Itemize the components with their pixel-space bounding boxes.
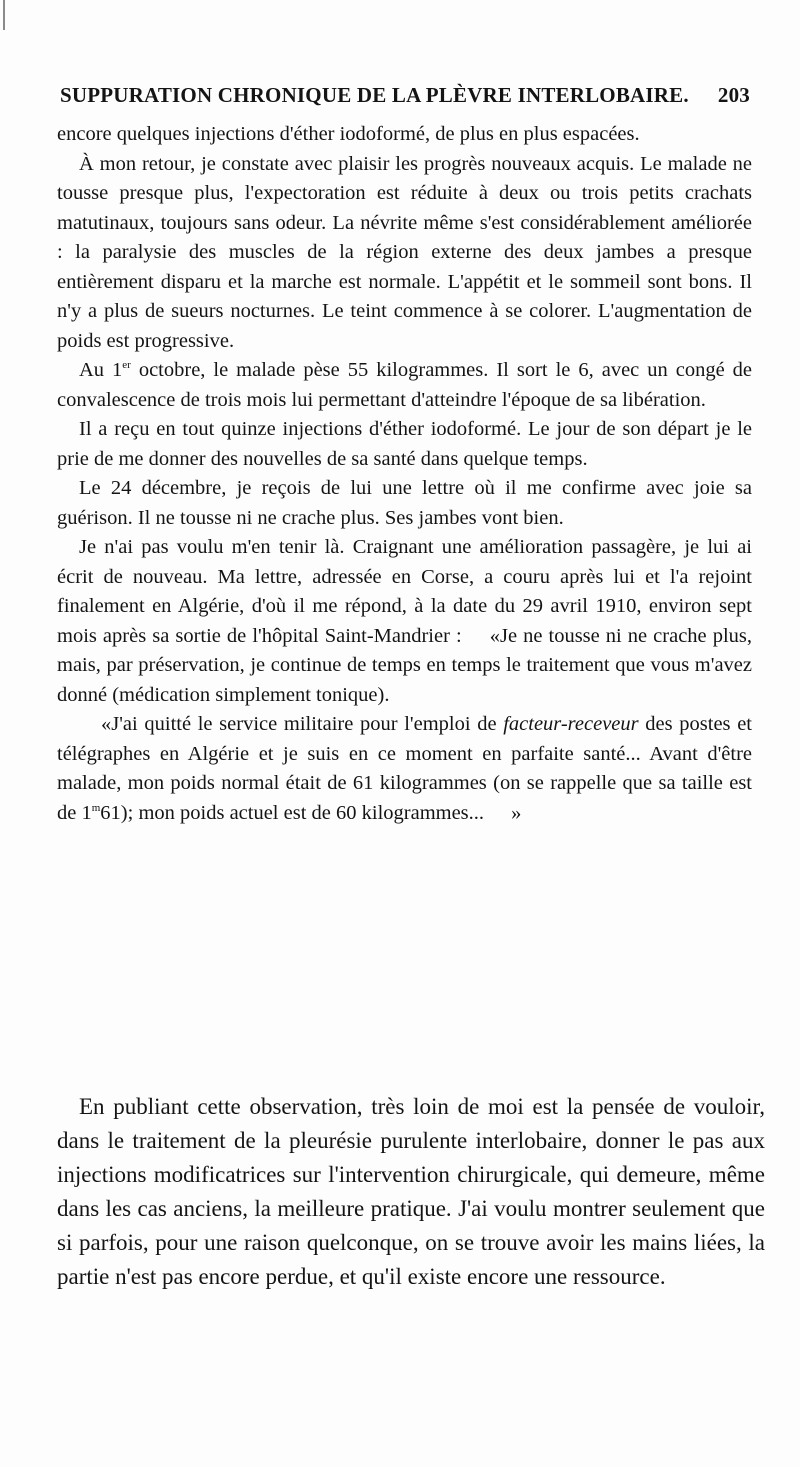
running-head-title: SUPPURATION CHRONIQUE DE LA PLÈVRE INTERLOBAIRE. [60, 83, 689, 107]
patient-quote-part-c: 61); mon poids actuel est de 60 kilogrammes... [100, 801, 490, 824]
paragraph-injections: Il a reçu en tout quinze injections d'éther iodoformé. Le jour de son départ je le prie de me donner des nouvelles de sa santé dans quelque temps. [57, 418, 752, 470]
job-title-italic: facteur-receveur [503, 713, 639, 735]
paragraph-discharge-rest: octobre, le malade pèse 55 kilogrammes. Il sort le 6, avec un congé de convalescence de trois mois lui permettant d'atteindre l'époque de sa libération. [57, 359, 752, 411]
opening-quote: « [489, 624, 500, 647]
page-number: 203 [717, 83, 750, 107]
paragraph-follow-up-quote: Je ne tousse ni ne crache plus, mais, par préservation, je continue de temps en temps le traitement que vous m'avez donné (médication simplement tonique). [57, 624, 752, 706]
opening-quote: « [101, 713, 112, 735]
scan-edge-mark [3, 0, 5, 30]
paragraph-continuation: encore quelques injections d'éther iodoformé, de plus en plus espacées. [57, 123, 640, 145]
paragraph-follow-up [57, 533, 752, 710]
conclusion-block [57, 1090, 765, 1294]
paragraph-discharge [57, 356, 752, 415]
patient-quote-part-b: des postes et télégraphes en Algérie et je suis en ce moment en parfaite santé... Avant d'être malade, mon poids normal était de 61 kilogrammes (on se rappelle que sa taille est de 1 [57, 713, 752, 824]
paragraph-letter: Le 24 décembre, je reçois de lui une lettre où il me confirme avec joie sa guérison. Il ne tousse ni ne crache plus. Ses jambes vont bien. [57, 477, 752, 529]
paragraph-progress: À mon retour, je constate avec plaisir les progrès nouveaux acquis. Le malade ne tousse presque plus, l'expectoration est réduite à deux ou trois petits crachats matutinaux, toujours sans odeur. La névrite même s'est considérablement améliorée : la paralysie des muscles de la région externe des deux jambes a presque entièrement disparu et la marche est normale. L'appétit et le sommeil sont bons. Il n'y a plus de sueurs nocturnes. Le teint commence à se colorer. L'augmentation de poids est progressive. [57, 152, 752, 352]
ordinal-superscript: er [122, 359, 131, 372]
paragraph-discharge-start: Au 1 [79, 359, 123, 381]
patient-quote-part-a: J'ai quitté le service militaire pour l'emploi de [111, 713, 504, 735]
unit-superscript: m [91, 801, 101, 814]
paragraph-follow-up-start: Je n'ai pas voulu m'en tenir là. Craignant une amélioration passagère, je lui ai écrit de nouveau. Ma lettre, adressée en Corse, a couru après lui et l'a rejoint finalement en Algérie, d'où il me répond, à la date du 29 avril 1910, environ sept mois après sa sortie de l'hôpital Saint-Mandrier : [57, 536, 752, 647]
closing-quote: » [511, 801, 522, 824]
paragraph-patient-quote [57, 710, 752, 828]
body-text [57, 120, 752, 828]
conclusion-paragraph: En publiant cette observation, très loin de moi est la pensée de vouloir, dans le traitement de la pleurésie purulente interlobaire, donner le pas aux injections modificatrices sur l'intervention chirurgicale, qui demeure, même dans les cas anciens, la meilleure pratique. J'ai voulu montrer seulement que si parfois, pour une raison quelconque, on se trouve avoir les mains liées, la partie n'est pas encore perdue, et qu'il existe encore une ressource. [57, 1094, 765, 1289]
running-head [60, 80, 750, 110]
